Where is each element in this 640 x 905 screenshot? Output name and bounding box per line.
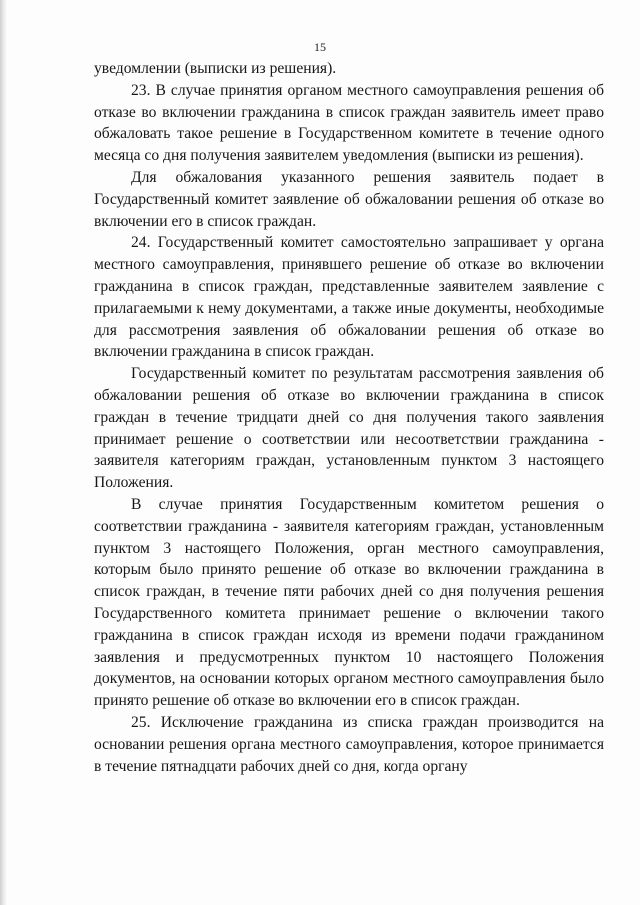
binding-edge: [0, 0, 7, 905]
paragraph-clause-24: 24. Государственный комитет самостоятельно запрашивает у органа местного самоуправления, принявшего решение об отказе во включении гражданина в список граждан, представленные заявителем заявление с прилагаемыми к нему документами, а также иные документы, необходимые для рассмотрения заявления об обжаловании решения об отказе во включении гражданина в список граждан.: [94, 234, 604, 361]
paragraph-clause-25: 25. Исключение гражданина из списка граждан производится на основании решения органа местного самоуправления, которое принимается в течение пятнадцати рабочих дней со дня, когда органу: [94, 713, 604, 775]
paragraph-committee-decision: Государственный комитет по результатам рассмотрения заявления об обжаловании решения об отказе во включении гражданина в список граждан в течение тридцати дней со дня получения такого заявления принимает решение о соответствии или несоответствии гражданина - заявителя категориям граждан, установленным пунктом 3 настоящего Положения.: [94, 365, 604, 492]
document-body: [94, 58, 604, 777]
paragraph-inclusion-case: В случае принятия Государственным комитетом решения о соответствии гражданина - заявителя категориям граждан, установленным пунктом 3 настоящего Положения, орган местного самоуправления, которым было принято решение об отказе во включении гражданина в список граждан, в течение пяти рабочих дней со дня получения решения Государственного комитета принимает решение о включении такого гражданина в список граждан исходя из времени подачи гражданином заявления и предусмотренных пунктом 10 настоящего Положения документов, на основании которых органом местного самоуправления было принято решение об отказе во включении его в список граждан.: [94, 495, 604, 710]
paragraph-appeal-procedure: Для обжалования указанного решения заявитель подает в Государственный комитет заявление об обжаловании решения об отказе во включении его в список граждан.: [94, 168, 604, 230]
paragraph-clause-23: 23. В случае принятия органом местного самоуправления решения об отказе во включении гражданина в список граждан заявитель имеет право обжаловать такое решение в Государственном комитете в течение одного месяца со дня получения заявителем уведомления (выписки из решения).: [94, 81, 604, 165]
paragraph-continuation: уведомлении (выписки из решения).: [94, 60, 337, 77]
page-number: 15: [314, 40, 326, 54]
